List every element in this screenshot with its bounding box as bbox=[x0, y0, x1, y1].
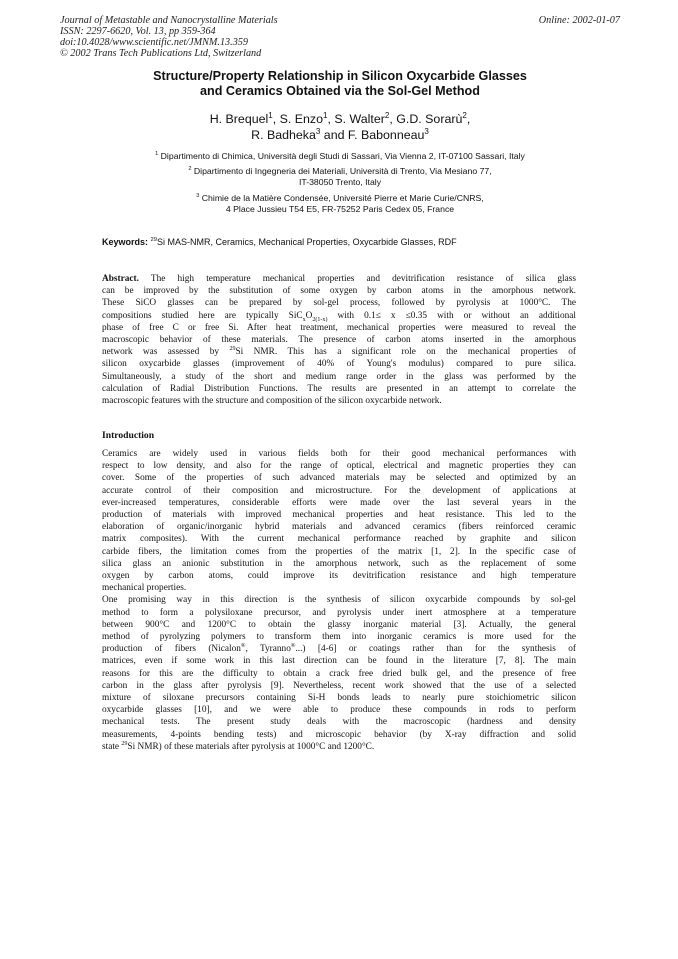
body-line: ever-increased temperatures, considerable efforts were made over the last several years in the bbox=[102, 497, 576, 508]
affiliation-2 bbox=[60, 166, 620, 189]
body-text: state bbox=[102, 741, 122, 752]
abstract-line: silicon oxycarbide glasses (improvement of 40% of Young's modulus) compared to pure silica. bbox=[102, 359, 576, 370]
abstract-line: calculation of Radial Distribution Functions. The results are presented in an attempt to correlate the bbox=[102, 383, 576, 394]
abstract-line: These SiCO glasses can be prepared by sol-gel process, followed by pyrolysis at 1000°C. The bbox=[102, 298, 576, 309]
keywords bbox=[102, 237, 582, 247]
abstract-line: can be improved by the substitution of some oxygen by carbon atoms in the amorphous network. bbox=[102, 286, 576, 297]
affiliation-text: IT-38050 Trento, Italy bbox=[298, 177, 382, 188]
body-line: elaboration of organic/inorganic hybrid materials and advanced ceramics (fibers reinforced ceramic bbox=[102, 522, 576, 533]
body-line: Ceramics are widely used in various fields both for their good mechanical performances with bbox=[102, 449, 576, 459]
author-name: and F. Babonneau bbox=[320, 128, 425, 142]
affiliation-text: 4 Place Jussieu T54 E5, FR-75252 Paris Cedex 05, France bbox=[225, 204, 455, 215]
body-line: One promising way in this direction is the synthesis of silicon oxycarbide compounds by sol-gel bbox=[102, 595, 576, 606]
affiliation-text: Dipartimento di Ingegneria dei Materiali, Università di Trento, Via Mesiano 77, bbox=[193, 166, 492, 176]
author-name: , G.D. Sorarù bbox=[389, 112, 463, 126]
abstract-label: Abstract. bbox=[102, 274, 139, 284]
keywords-label: Keywords: bbox=[102, 237, 149, 247]
body-text: Si NMR) of these materials after pyrolysis at 1000°C and 1200°C. bbox=[127, 741, 375, 752]
abstract-line: Simultaneously, a study of the short and medium range order in the glass was performed by the bbox=[102, 371, 576, 382]
body-line: measurements, 4-points bending tests) and microscopic behavior (by X-ray diffraction and solid bbox=[102, 729, 576, 740]
trademark-symbol: ® bbox=[240, 643, 246, 650]
affiliation-line bbox=[60, 166, 620, 177]
author-affil-ref: 1 bbox=[323, 110, 328, 120]
title-line-1: Structure/Property Relationship in Silicon Oxycarbide Glasses bbox=[153, 69, 527, 83]
online-date: Online: 2002-01-07 bbox=[538, 15, 620, 26]
body-line: reasons for this are the difficulty to obtain a crack free dried bulk gel, and the presence of free bbox=[102, 668, 576, 679]
authors-line-1 bbox=[60, 111, 620, 127]
isotope-superscript: 29 bbox=[229, 346, 236, 353]
affiliation-3 bbox=[60, 193, 620, 216]
body-line: matrices, even if some work in this last direction can be found in the literature [7, 8]. The main bbox=[102, 656, 576, 667]
body-line: accurate control of their composition and microstructure. For the development of applications at bbox=[102, 485, 576, 496]
affiliation-number: 1 bbox=[155, 151, 159, 158]
body-line: oxycarbide glasses [10], and we were able to produce these compounds in rods to perform bbox=[102, 705, 576, 716]
body-line: mechanical tests. The present study deals with the macroscopic (hardness and density bbox=[102, 717, 576, 728]
affiliation-text: Dipartimento di Chimica, Università degli Studi di Sassari, Via Vienna 2, IT-07100 Sassari, Italy bbox=[160, 151, 525, 161]
abstract-text: Si NMR. This has a significant role on the mechanical properties of bbox=[235, 347, 576, 358]
affiliation-number: 2 bbox=[188, 166, 192, 173]
abstract-line bbox=[102, 310, 576, 322]
doi-line: doi:10.4028/www.scientific.net/JMNM.13.359 bbox=[60, 37, 248, 48]
abstract-text: The high temperature mechanical properties and devitrification resistance of silica glass bbox=[138, 274, 576, 284]
body-line: oxygen by carbon atoms, could improve its devitrification resistance and high temperature bbox=[102, 571, 576, 582]
affiliation-line bbox=[60, 193, 620, 204]
abstract-text: O bbox=[305, 310, 313, 321]
abstract-text: compositions studied here are typically SiC bbox=[102, 310, 303, 321]
abstract-text: with 0.1≤ x ≤0.35 with or without an additional bbox=[327, 310, 576, 321]
body-text: ...) [4-6] or coatings rather than for the synthesis of bbox=[295, 644, 576, 655]
keywords-text: Si MAS-NMR, Ceramics, Mechanical Properties, Oxycarbide Glasses, RDF bbox=[157, 237, 457, 247]
affiliation-line bbox=[60, 151, 620, 162]
body-line: cover. Some of the properties of such advanced materials may be selected and optimized by an bbox=[102, 473, 576, 484]
abstract-line bbox=[102, 346, 576, 358]
author-affil-ref: 2 bbox=[384, 110, 390, 120]
journal-header bbox=[60, 15, 620, 59]
abstract-line bbox=[102, 273, 576, 285]
body-line: matrix composites). With the current mechanical performance reached by graphite and silicon bbox=[102, 534, 576, 545]
isotope-superscript: 29 bbox=[150, 237, 158, 243]
author-name: H. Brequel bbox=[209, 112, 269, 126]
title-line-2: and Ceramics Obtained via the Sol-Gel Method bbox=[200, 84, 480, 98]
abstract-text: network was assessed by bbox=[102, 347, 230, 358]
author-affil-ref: 1 bbox=[268, 110, 273, 120]
introduction-body bbox=[102, 448, 576, 753]
journal-name: Journal of Metastable and Nanocrystalline Materials bbox=[60, 15, 278, 26]
formula-subscript: x bbox=[302, 316, 306, 322]
author-name: , S. Walter bbox=[327, 112, 385, 126]
body-line: method of pyrolyzing polymers to transform them into inorganic ceramics is more used for the bbox=[102, 632, 576, 643]
affiliation-text: Chimie de la Matière Condensée, Université Pierre et Marie Curie/CNRS, bbox=[201, 193, 484, 203]
author-list bbox=[60, 111, 620, 143]
author-affil-ref: 3 bbox=[424, 126, 429, 136]
isotope-superscript: 29 bbox=[121, 740, 128, 747]
copyright-line: © 2002 Trans Tech Publications Ltd, Switzerland bbox=[60, 48, 262, 59]
author-separator: , bbox=[466, 112, 471, 126]
author-affil-ref: 2 bbox=[462, 110, 467, 120]
section-heading: Introduction bbox=[102, 430, 155, 441]
paper-title bbox=[60, 69, 620, 99]
abstract bbox=[102, 273, 576, 407]
body-line: mechanical properties. bbox=[102, 583, 187, 594]
body-line: method to form a polysiloxane precursor, and pyrolysis under inert atmosphere at a temperature bbox=[102, 607, 576, 618]
affiliation-number: 3 bbox=[196, 193, 200, 200]
issn-line: ISSN: 2297-6620, Vol. 13, pp 359-364 bbox=[60, 26, 216, 37]
authors-line-2 bbox=[60, 127, 620, 143]
body-line bbox=[102, 741, 576, 753]
body-line: production of materials with improved mechanical properties and heat resistance. This led to the bbox=[102, 510, 576, 521]
author-affil-ref: 3 bbox=[315, 126, 321, 136]
body-text: production of fibers (Nicalon bbox=[102, 644, 241, 655]
body-line: carbon in the glass after pyrolysis [9]. Nevertheless, recent work showed that the use of a selected bbox=[102, 680, 576, 691]
trademark-symbol: ® bbox=[290, 643, 296, 650]
author-name: R. Badheka bbox=[251, 128, 316, 142]
abstract-line: phase of free C or free Si. After heat treatment, mechanical properties were measured to reveal the bbox=[102, 322, 576, 333]
abstract-line: macroscopic behavior of these materials. The presence of carbon atoms inserted in the amorphous bbox=[102, 335, 576, 346]
formula-subscript: 2(1-x) bbox=[312, 316, 328, 322]
body-line: between 900°C and 1200°C to obtain the glassy inorganic material [3]. Actually, the general bbox=[102, 619, 576, 630]
body-line: mixture of siloxane precursors containing Si-H bonds leads to nearly pure stoichiometric silicon bbox=[102, 693, 576, 704]
body-line bbox=[102, 643, 576, 655]
body-line: silica glass an anionic substitution in the amorphous network, such as the replacement of some bbox=[102, 558, 576, 569]
body-line: respect to low density, and also for the range of optical, electrical and magnetic properties they can bbox=[102, 461, 576, 472]
abstract-line: macroscopic features with the structure and composition of the silicon oxycarbide network. bbox=[102, 396, 442, 407]
body-text: , Tyranno bbox=[245, 644, 291, 655]
body-line: carbide fibers, the limitation comes from the properties of the matrix [1, 2]. In the specific case of bbox=[102, 546, 576, 557]
affiliation-1 bbox=[60, 151, 620, 162]
author-name: , S. Enzo bbox=[272, 112, 324, 126]
